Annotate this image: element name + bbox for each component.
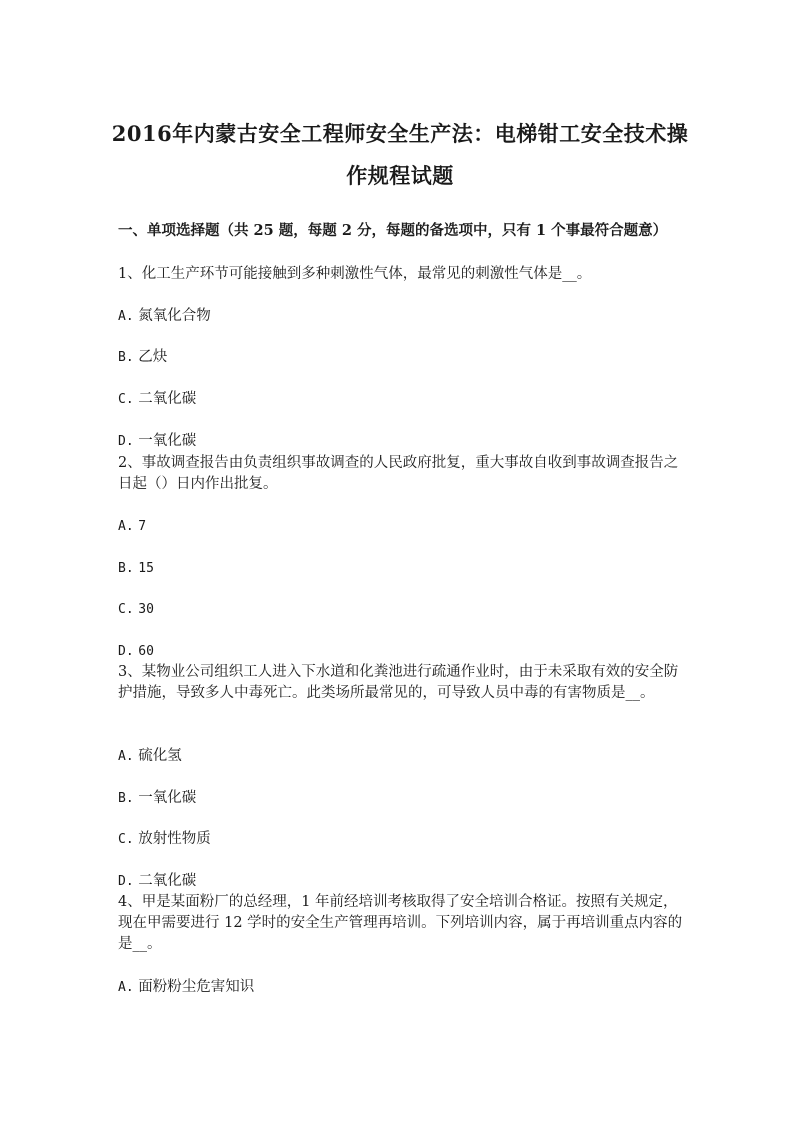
- option-letter: A.: [118, 980, 134, 995]
- option-text: 一氧化碳: [138, 433, 197, 449]
- option-text: 放射性物质: [138, 831, 211, 847]
- question-4: [118, 892, 688, 955]
- option-letter: A.: [118, 309, 134, 324]
- question-4-text: 4、甲是某面粉厂的总经理，1 年前经培训考核取得了安全培训合格证。按照有关规定，现在甲需要进行 12 学时的安全生产管理再培训。下列培训内容，属于再培训重点内容的是__。: [118, 894, 683, 952]
- option-letter: B.: [118, 791, 134, 806]
- option-letter: C.: [118, 602, 134, 617]
- option-letter: A.: [118, 749, 134, 764]
- option-letter: D.: [118, 874, 134, 889]
- option-text: 7: [138, 519, 147, 534]
- option-letter: B.: [118, 561, 134, 576]
- option-letter: D.: [118, 644, 134, 659]
- option-text: 60: [138, 644, 154, 659]
- document-title-line-2: 作规程试题: [346, 163, 454, 188]
- question-1-option-b: [118, 347, 167, 368]
- option-letter: A.: [118, 519, 134, 534]
- question-3-option-c: [118, 829, 211, 850]
- option-text: 一氧化碳: [138, 790, 197, 806]
- option-text: 15: [138, 561, 154, 576]
- question-1-text: 1、化工生产环节可能接触到多种刺激性气体，最常见的刺激性气体是__。: [118, 266, 592, 282]
- option-text: 30: [138, 602, 154, 617]
- section-heading: 一、单项选择题（共 25 题，每题 2 分，每题的备选项中，只有 1 个事最符合题意）: [118, 222, 668, 239]
- question-3-option-d: [118, 871, 196, 892]
- option-letter: D.: [118, 434, 134, 449]
- question-2-option-c: [118, 599, 154, 620]
- question-3-text: 3、某物业公司组织工人进入下水道和化粪池进行疏通作业时，由于未采取有效的安全防护措施，导致多人中毒死亡。此类场所最常见的，可导致人员中毒的有害物质是__。: [118, 664, 679, 701]
- option-text: 二氧化碳: [138, 391, 197, 407]
- document-title-line-1: 2016年内蒙古安全工程师安全生产法：电梯钳工安全技术操: [111, 121, 689, 146]
- option-text: 面粉粉尘危害知识: [138, 979, 255, 995]
- option-letter: B.: [118, 350, 134, 365]
- question-3: [118, 662, 688, 704]
- option-letter: C.: [118, 832, 134, 847]
- question-2: [118, 453, 688, 495]
- option-text: 乙炔: [138, 349, 168, 365]
- option-text: 二氧化碳: [138, 873, 197, 889]
- question-2-option-b: [118, 558, 154, 579]
- question-2-text: 2、事故调查报告由负责组织事故调查的人民政府批复，重大事故自收到事故调查报告之日起（）日内作出批复。: [118, 455, 679, 492]
- question-1: [118, 264, 688, 285]
- question-1-option-d: [118, 431, 196, 452]
- option-text: 氮氧化合物: [138, 308, 211, 324]
- option-letter: C.: [118, 392, 134, 407]
- question-2-option-a: [118, 516, 146, 537]
- option-text: 硫化氢: [138, 748, 182, 764]
- question-1-option-a: [118, 306, 211, 327]
- question-2-option-d: [118, 641, 154, 662]
- question-1-option-c: [118, 389, 196, 410]
- question-3-option-a: [118, 746, 182, 767]
- question-4-option-a: [118, 977, 254, 998]
- question-3-option-b: [118, 788, 196, 809]
